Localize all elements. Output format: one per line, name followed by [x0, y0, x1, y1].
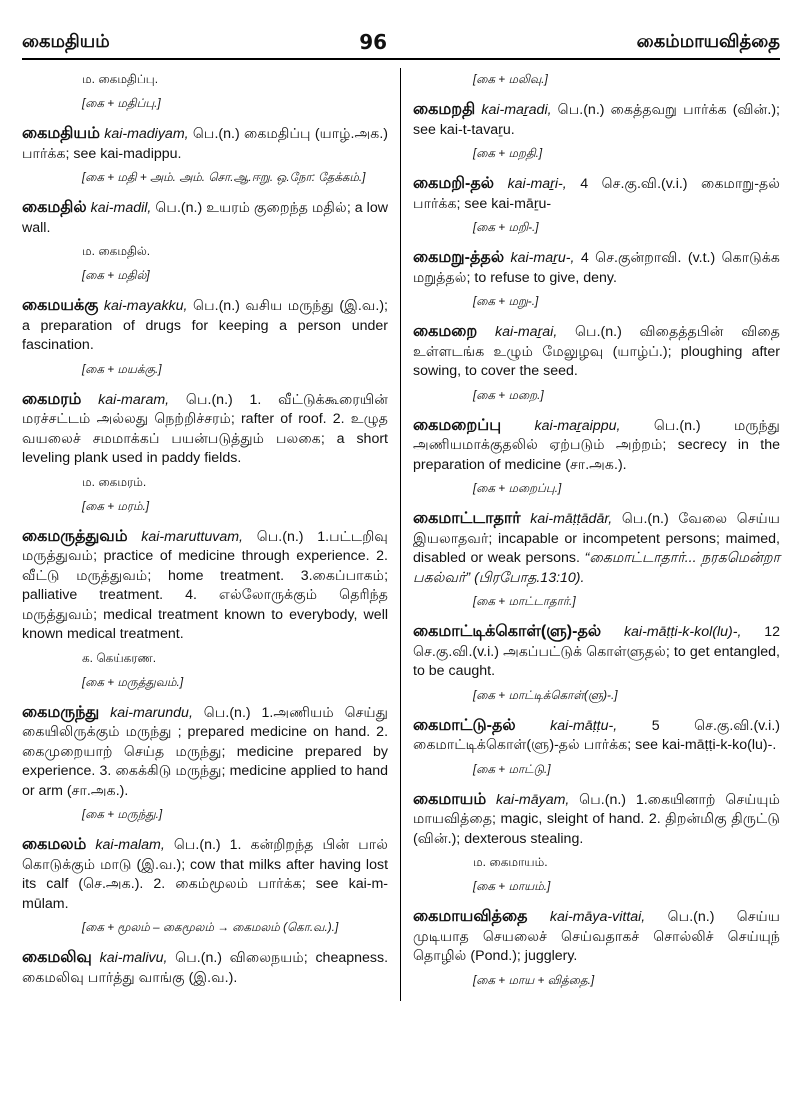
- etymology-note: [கை + மலிவு.]: [473, 72, 548, 86]
- entry-transliteration: kai-madiyam,: [104, 126, 189, 142]
- entry-transliteration: kai-maṟu-,: [510, 250, 575, 266]
- entry-transliteration: kai-malam,: [95, 837, 165, 853]
- entry-headword: கைமாட்டு-தல்: [413, 716, 516, 734]
- entry-quotation: “கைமாட்டாதார்... நரகமென்றா பகல்வர்” (பிரபோத.13:10).: [413, 550, 780, 586]
- entry-definition: கைமாட்டிக்கொள்(ளு)-தல் பார்க்க; see kai-māṭṭi-k-ko(lu)-.: [413, 737, 777, 753]
- entry-transliteration: kai-māyam,: [496, 791, 570, 808]
- cognate-note: ம. கைமாயம்.: [473, 855, 548, 869]
- entry-definition: கொடுக்க மறுத்தல்; to refuse to give, deny.: [413, 250, 780, 286]
- columns: [22, 68, 780, 1001]
- entry-part-of-speech: 5 செ.கு.வி.(v.i.): [651, 717, 780, 734]
- dictionary-entry: [22, 703, 388, 802]
- entry-part-of-speech: பெ.(n.): [173, 837, 221, 853]
- dictionary-entry: [413, 790, 780, 850]
- entry-definition: விதைத்தபின் விதை உள்ளடங்க உழும் மேலுழவு (யாழ்ப்.); ploughing after sowing, to cover the seed.: [413, 324, 781, 379]
- dictionary-entry: [22, 948, 388, 988]
- etymology-note: [கை + மரம்.]: [82, 498, 150, 513]
- etymology-note: [கை + மாய + வித்தை.]: [473, 972, 595, 987]
- entry-part-of-speech: பெ.(n.): [621, 511, 669, 527]
- entry-part-of-speech: பெ.(n.): [557, 102, 605, 118]
- entry-headword: கைமறைப்பு: [413, 416, 502, 434]
- left-column: [22, 68, 401, 1001]
- cognate-note: ம. கைமதிப்பு.: [82, 72, 159, 86]
- dictionary-entry: [22, 390, 388, 469]
- dictionary-entry: [413, 716, 780, 756]
- dictionary-entry: [413, 622, 780, 682]
- entry-transliteration: kai-maram,: [98, 391, 170, 408]
- entry-headword: கைமதில்: [22, 199, 87, 216]
- entry-definition: செய்ய முடியாத செயலைச் செய்வதாகச் சொல்லிச் செய்யுந் தொழில் (Pond.); jugglery.: [413, 909, 780, 964]
- entry-headword: கைமாட்டிக்கொள்(ளு)-தல்: [413, 623, 602, 640]
- dictionary-entry: [413, 509, 780, 588]
- header-right-guideword: கைம்மாயவித்தை: [636, 31, 780, 52]
- entry-transliteration: kai-marundu,: [110, 704, 193, 721]
- entry-definition: கைத்தவறு பார்க்க (வின்.); see kai-t-tavaṟu.: [413, 102, 780, 138]
- entry-headword: கைமரம்: [22, 390, 82, 408]
- entry-transliteration: kai-malivu,: [99, 950, 168, 966]
- dictionary-entry: [22, 527, 388, 645]
- entry-transliteration: kai-māṭṭādār,: [530, 511, 613, 527]
- entry-transliteration: kai-maṟai,: [495, 324, 558, 340]
- entry-headword: கைமறை: [413, 323, 478, 340]
- entry-part-of-speech: பெ.(n.): [579, 791, 626, 808]
- entry-part-of-speech: பெ.(n.): [203, 704, 251, 721]
- etymology-note: [கை + மறதி.]: [473, 146, 543, 160]
- dictionary-entry: [413, 907, 780, 967]
- entry-definition: அகப்பட்டுக் கொள்ளுதல்; to get entangled, to be caught.: [413, 643, 780, 679]
- etymology-note: [கை + மறு-.]: [473, 294, 539, 308]
- entry-definition: வசிய மருந்து (இ.வ.); a preparation of drugs for keeping a person under fascination.: [22, 298, 389, 353]
- entry-headword: கைமாட்டாதார்: [413, 510, 521, 527]
- entry-definition: வேலை செய்ய இயலாதவர்; incapable or incompetent persons; maimed, disabled or weak persons.: [413, 511, 781, 566]
- entry-part-of-speech: பெ.(n.): [192, 126, 240, 142]
- entry-part-of-speech: பெ.(n.): [667, 909, 715, 925]
- entry-headword: கைமாயம்: [413, 790, 487, 808]
- right-column: [401, 68, 780, 1001]
- entry-part-of-speech: பெ.(n.): [185, 391, 233, 408]
- entry-definition: மருந்து அணியமாக்குதலில் ஏற்படும் அற்றம்; secrecy in the preparation of medicine (சா.அக.).: [413, 417, 780, 473]
- entry-headword: கைமலிவு: [22, 949, 92, 966]
- entry-definition: விலைநயம்; cheapness. கைமலிவு பார்த்து வாங்கு (இ.வ.).: [22, 950, 389, 986]
- entry-headword: கைமறதி: [413, 101, 476, 118]
- entry-transliteration: kai-maruttuvam,: [141, 528, 243, 545]
- entry-headword: கைமயக்கு: [22, 297, 99, 314]
- dictionary-entry: [413, 100, 780, 140]
- page-number: 96: [359, 30, 388, 54]
- entry-part-of-speech: பெ.(n.): [574, 324, 622, 340]
- entry-transliteration: kai-mayakku,: [103, 298, 188, 314]
- entry-headword: கைமலம்: [22, 836, 87, 853]
- entry-transliteration: kai-maṟi-,: [507, 176, 567, 192]
- page-header: [22, 26, 780, 60]
- entry-definition: 1. வீட்டுக்கூரையின் மரச்சட்டம் அல்லது நெற்றிச்சரம்; rafter of roof. 2. உழுத வயலைச் சமமாக்கப் பயன்படுத்தும் பலகை; a short leveling plank used in paddy fields.: [22, 391, 389, 466]
- header-left-guideword: கைமதியம்: [22, 31, 110, 52]
- entry-transliteration: kai-māya-vittai,: [549, 909, 646, 925]
- entry-part-of-speech: 12 செ.கு.வி.(v.i.): [413, 624, 780, 660]
- entry-definition: 1.பட்டறிவு மருத்துவம்; practice of medicine through experience. 2. வீட்டு மருத்துவம்; home treatment. 3.கைப்பாகம்; palliative treatment. 4. எல்லோருக்கும் தெரிந்த மருத்துவம்; medical treatment known to everybody, well known medical treatment.: [22, 528, 389, 642]
- entry-definition: 1.கையினாற் செய்யும் மாயவித்தை; magic, sleight of hand. 2. திறன்மிகு திருட்டு (வின்.); dexterous stealing.: [413, 791, 780, 847]
- etymology-note: [கை + மாட்டு.]: [473, 761, 551, 776]
- etymology-note: [கை + மூலம் – கைமூலம் → கைமலம் (கொ.வ.).]: [82, 920, 339, 934]
- entry-definition: கைமாறு-தல் பார்க்க; see kai-māṟu-: [413, 176, 780, 212]
- entry-part-of-speech: பெ.(n.): [175, 950, 222, 966]
- entry-headword: கைமாயவித்தை: [413, 908, 528, 925]
- etymology-note: [கை + மாட்டாதார்.]: [473, 594, 576, 608]
- entry-transliteration: kai-māṭṭu-,: [550, 717, 618, 734]
- dictionary-entry: [413, 174, 780, 214]
- dictionary-entry: [22, 198, 388, 238]
- entry-definition: கைமதிப்பு (யாழ்.அக.) பார்க்க; see kai-madippu.: [22, 126, 389, 162]
- etymology-note: [கை + மதில்]: [82, 268, 150, 282]
- dictionary-entry: [22, 124, 388, 164]
- cognate-note: ம. கைமரம்.: [82, 474, 147, 489]
- entry-definition: 1. கன்றிறந்த பின் பால் கொடுக்கும் மாடு (இ.வ.); cow that milks after having lost its calf (செ.அக.). 2. கைம்மூலம் பார்க்க; see kai-m-mūlam.: [22, 837, 389, 912]
- entry-headword: கைமறி-தல்: [413, 175, 495, 192]
- entry-headword: கைமதியம்: [22, 125, 100, 142]
- entry-definition: உயரம் குறைந்த மதில்; a low wall.: [22, 200, 388, 236]
- cognate-note: ம. கைமதில்.: [82, 244, 151, 258]
- entry-part-of-speech: பெ.(n.): [193, 298, 240, 314]
- dictionary-entry: [413, 322, 780, 382]
- entry-part-of-speech: 4 செ.கு.வி.(v.i.): [580, 176, 688, 192]
- entry-transliteration: kai-maṟaippu,: [534, 417, 621, 434]
- entry-part-of-speech: பெ.(n.): [256, 528, 304, 545]
- entry-headword: கைமருத்துவம்: [22, 527, 128, 545]
- entry-headword: கைமறு-த்தல்: [413, 249, 505, 266]
- entry-headword: கைமருந்து: [22, 703, 100, 721]
- entry-part-of-speech: பெ.(n.): [155, 200, 203, 216]
- etymology-note: [கை + மருந்து.]: [82, 807, 163, 821]
- entry-transliteration: kai-māṭṭi-k-kol(lu)-,: [623, 624, 742, 640]
- etymology-note: [கை + மறை.]: [473, 387, 544, 402]
- etymology-note: [கை + மயக்கு.]: [82, 361, 162, 376]
- etymology-note: [கை + மதி + அம். அம். சொ.ஆ.ஈறு. ஒ.நோ: தேக்கம்.]: [82, 170, 366, 184]
- etymology-note: [கை + மாயம்.]: [473, 879, 551, 893]
- etymology-note: [கை + மருத்துவம்.]: [82, 674, 184, 689]
- entry-definition: 1.அணியம் செய்து கையிலிருக்கும் மருந்து ; prepared medicine on hand. 2. கைமுறையாற் செய்த மருந்து; medicine prepared by experience. 3. கைக்கிடு மருந்து; medicine applied to hand or arm (சா.அக.).: [22, 704, 389, 799]
- etymology-note: [கை + மறைப்பு.]: [473, 481, 562, 495]
- entry-part-of-speech: 4 செ.குன்றாவி. (v.t.): [580, 250, 716, 266]
- etymology-note: [கை + மறி-.]: [473, 220, 539, 234]
- cognate-note: க. கெய்கரண.: [82, 650, 157, 665]
- dictionary-entry: [413, 416, 780, 476]
- etymology-note: [கை + மதிப்பு.]: [82, 96, 161, 110]
- entry-part-of-speech: பெ.(n.): [653, 417, 701, 434]
- dictionary-entry: [413, 248, 780, 288]
- dictionary-entry: [22, 296, 388, 356]
- entry-transliteration: kai-maṟadi,: [481, 102, 552, 118]
- etymology-note: [கை + மாட்டிக்கொள்(ளு)-.]: [473, 687, 618, 702]
- dictionary-entry: [22, 835, 388, 914]
- entry-transliteration: kai-madil,: [90, 200, 152, 216]
